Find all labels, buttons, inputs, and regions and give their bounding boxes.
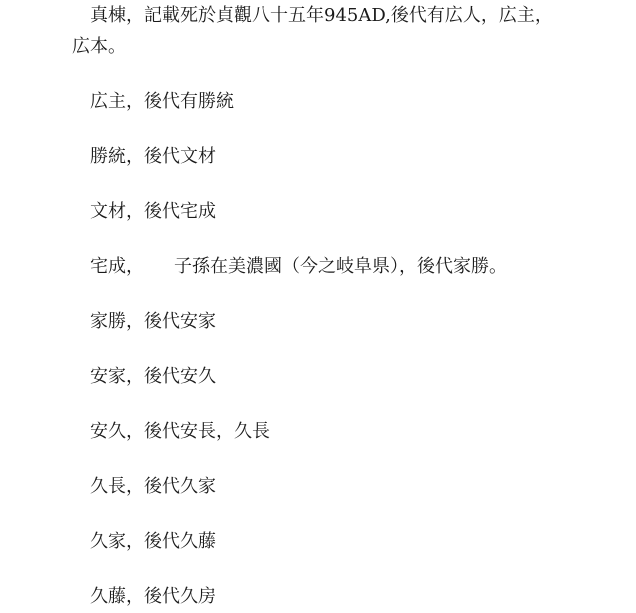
- paragraph-line: 久長，後代久家: [90, 476, 216, 497]
- paragraph-line: 安家，後代安久: [90, 366, 216, 387]
- paragraph-line: 家勝，後代安家: [90, 311, 216, 332]
- paragraph-line: 安久，後代安長，久長: [90, 421, 270, 442]
- paragraph-line: 勝統，後代文材: [90, 146, 216, 167]
- paragraph-line-continued: 広本。: [72, 36, 126, 57]
- paragraph-segment: 宅成，: [90, 256, 144, 277]
- paragraph-segment: 子孫在美濃國（今之岐阜県），後代家勝。: [174, 256, 507, 277]
- paragraph-line: 久家，後代久藤: [90, 531, 216, 552]
- paragraph-line: 久藤，後代久房: [90, 586, 216, 607]
- paragraph-line: 真棟，記載死於貞觀八十五年945AD,後代有広人，広主，: [90, 5, 553, 26]
- paragraph-line: 文材，後代宅成: [90, 201, 216, 222]
- paragraph-line: 広主，後代有勝統: [90, 91, 234, 112]
- paragraph-line: [90, 255, 507, 279]
